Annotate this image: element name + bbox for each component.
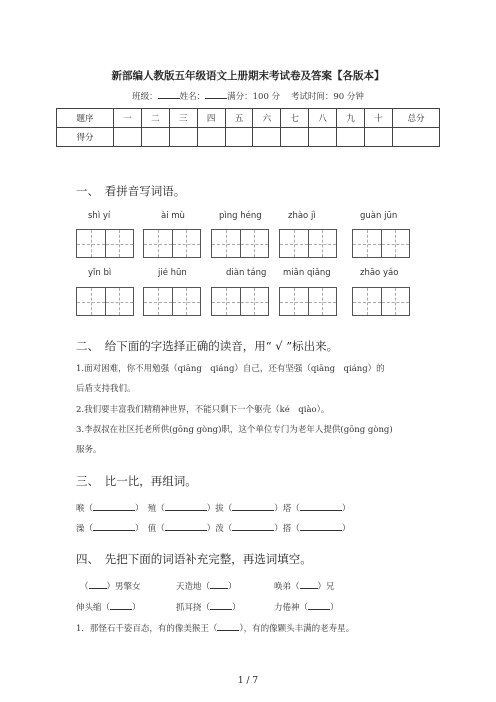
question-text: ），有的像颗头丰满的老寿星。 [239,624,355,634]
header-cell: 总分 [393,109,440,128]
char-label: ）搭（ [274,524,300,534]
section4-heading: 四、 先把下面的词语补充完整，再选词填空。 [76,552,312,566]
pinyin-label: ài mù [161,211,185,221]
idiom-text: （ [80,582,89,592]
writing-grid[interactable] [352,229,410,258]
writing-grid[interactable] [76,229,134,258]
char-label: ）泼（ [206,524,233,534]
writing-grid[interactable] [143,287,201,316]
answer-blank[interactable] [165,501,207,511]
idiom-text: 力倦神（ [274,603,309,613]
pinyin-label: pìng héng [219,211,262,221]
score-cell[interactable] [225,128,253,147]
answer-blank[interactable] [300,521,342,531]
answer-blank[interactable] [110,600,132,610]
answer-blank[interactable] [210,579,228,589]
idiom-item [80,579,141,592]
char-label: ） 值（ [135,524,165,534]
answer-blank[interactable] [232,501,274,511]
char-label: 澡（ [76,524,94,534]
score-cell[interactable] [141,128,169,147]
header-cell: 三 [169,109,197,128]
pinyin-label: zhāo yáo [360,268,399,278]
idiom-item [176,600,241,613]
exam-info [0,89,496,102]
header-cell: 题序 [57,109,114,128]
question-line: 服务。 [76,445,102,455]
compare-row [76,521,350,534]
char-label: ） [341,504,351,514]
idiom-item [76,600,141,613]
answer-blank[interactable] [232,521,274,531]
section1-heading: 一、 看拼音写词语。 [76,184,186,198]
pinyin-label: yǐn bì [88,268,112,278]
writing-grid[interactable] [279,229,337,258]
question-line: 后盾支持我们。 [76,384,136,394]
answer-blank[interactable] [89,579,107,589]
idiom-text: ） [228,582,237,592]
answer-blank[interactable] [165,521,207,531]
idiom-text: 伸头缩（ [76,603,111,613]
header-cell: 五 [225,109,253,128]
answer-blank[interactable] [93,501,135,511]
pinyin-label: diàn táng [226,268,267,278]
section2-heading: 二、 给下面的字选择正确的读音，用“ √ ”标出来。 [76,339,339,353]
score-cell[interactable] [281,128,309,147]
score-cell[interactable] [253,128,281,147]
writing-grid[interactable] [76,287,134,316]
header-cell: 一 [114,109,142,128]
pinyin-label: jié hūn [158,268,187,278]
exam-time: 考试时间：90 分钟 [290,92,364,102]
header-cell: 九 [337,109,365,128]
class-label: 班级： [132,92,158,102]
char-label: ） 殖（ [135,504,165,514]
writing-grid[interactable] [211,287,269,316]
pinyin-label: shì yí [88,211,111,221]
question-line: 2.我们要丰富我们精精神世界，不能只剩下一个躯壳（ké qiào）。 [76,405,330,415]
fill-question [76,621,354,634]
pinyin-label: zhào jì [288,211,316,221]
name-label: 姓名： [179,92,206,102]
char-label: 喉（ [76,504,94,514]
score-table-score-row [57,128,440,147]
score-cell[interactable] [197,128,225,147]
idiom-text: 唤弟（ [274,582,300,592]
idiom-text: ）男擎女 [106,582,141,592]
char-label: ）塔（ [274,504,300,514]
answer-blank[interactable] [300,501,342,511]
writing-grid[interactable] [279,287,337,316]
section3-heading: 三、 比一比，再组词。 [76,474,197,488]
row-label: 得分 [57,128,114,147]
idiom-text: ） [132,603,141,613]
idiom-item [274,600,339,613]
answer-blank[interactable] [308,600,330,610]
score-table-header-row [57,109,440,128]
header-cell: 七 [281,109,309,128]
score-cell[interactable] [393,128,440,147]
score-table [56,108,440,147]
answer-blank[interactable] [210,600,232,610]
writing-grid[interactable] [143,229,201,258]
page-number: 1 / 7 [237,676,259,686]
class-blank [158,89,180,99]
score-cell[interactable] [309,128,337,147]
header-cell: 四 [197,109,225,128]
header-cell: 十 [365,109,393,128]
char-label: ） [341,524,351,534]
pinyin-label: guàn jūn [360,211,398,221]
pinyin-label: miǎn qiǎng [283,268,331,278]
idiom-text: ）兄 [317,582,335,592]
full-score: 满分：100 分 [227,92,281,102]
char-label: ）拔（ [206,504,233,514]
header-cell: 二 [141,109,169,128]
idiom-item [176,579,237,592]
answer-blank[interactable] [93,521,135,531]
answer-blank[interactable] [300,579,318,589]
name-blank [205,89,227,99]
writing-grid[interactable] [211,229,269,258]
writing-grid[interactable] [352,287,410,316]
answer-blank[interactable] [217,621,239,631]
idiom-text: ） [330,603,339,613]
score-cell[interactable] [114,128,142,147]
score-cell[interactable] [365,128,393,147]
score-cell[interactable] [337,128,365,147]
idiom-text: ） [232,603,241,613]
document-title: 新部编人教版五年级语文上册期末考试卷及答案【各版本】 [111,70,385,82]
header-cell: 六 [253,109,281,128]
idiom-item [274,579,335,592]
question-line: 1.面对困难，你不用勉强（qiāng qiáng）自己，还有坚强（qiāng qiáng）的 [76,364,385,374]
question-line: 3.李叔叔在社区托老所供(gōng gòng)职，这个单位专门为老年人提供(gōng gòng) [76,425,393,435]
header-cell: 八 [309,109,337,128]
question-text: 1．那怪石千姿百态，有的像美猴王（ [76,624,218,634]
compare-row [76,501,350,514]
idiom-text: 抓耳挠（ [176,603,211,613]
score-cell[interactable] [169,128,197,147]
idiom-text: 天造地（ [176,582,211,592]
